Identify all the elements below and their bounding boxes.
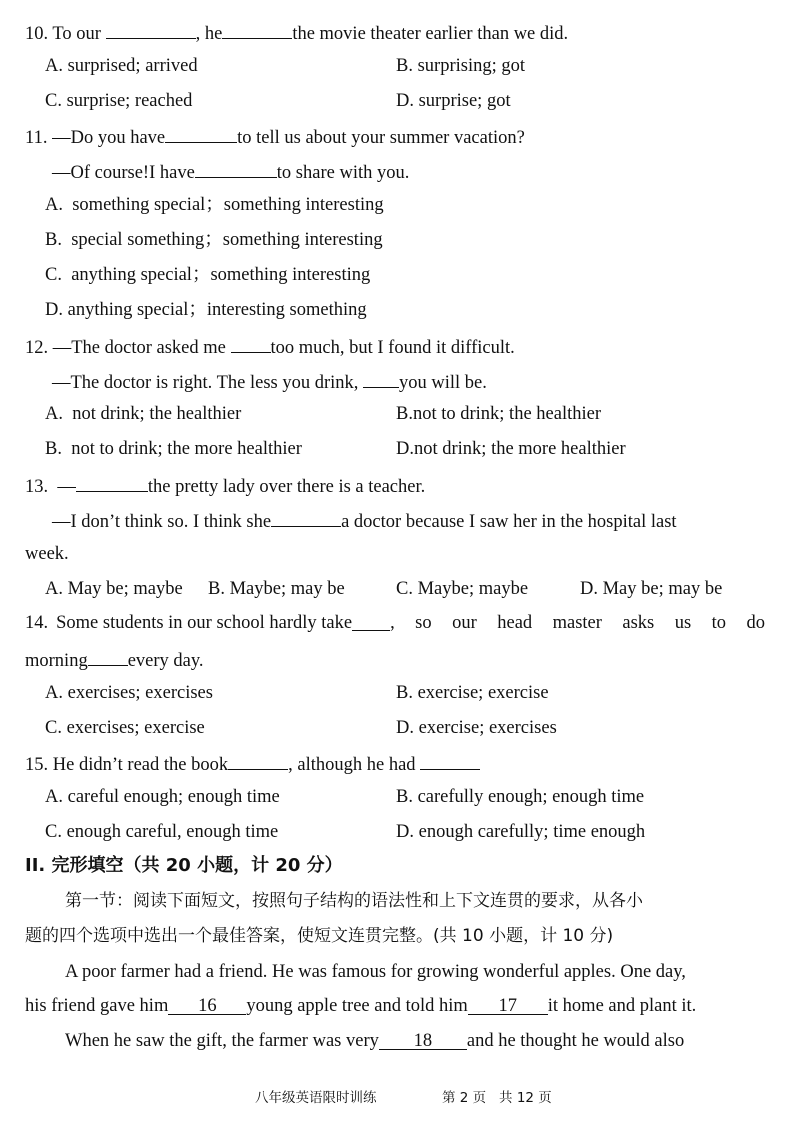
option-c: C. surprise; reached xyxy=(45,91,193,111)
section-heading: II. 完形填空（共 20 小题，计 20 分） xyxy=(25,855,343,876)
footer-title: 八年级英语限时训练 xyxy=(255,1090,377,1106)
option-d: D. May be; may be xyxy=(580,579,723,599)
question-number: 13. xyxy=(25,477,49,497)
question-number: 14. xyxy=(25,613,49,633)
answer-blank xyxy=(420,753,480,770)
option-a: A. May be; maybe xyxy=(45,579,183,599)
option-b: B. special something；something interesting xyxy=(45,230,383,250)
cloze-blank-16: 16 xyxy=(168,998,246,1015)
option-a: A. surprised; arrived xyxy=(45,56,198,76)
question-number: 15. xyxy=(25,755,49,775)
section-instructions-line-1: 第一节：阅读下面短文，按照句子结构的语法性和上下文连贯的要求，从各小 xyxy=(65,891,643,911)
question-number: 10. xyxy=(25,24,49,44)
option-b: B.not to drink; the healthier xyxy=(396,404,601,424)
passage-line-3: When he saw the gift, the farmer was very 18 and he thought he would also xyxy=(65,1031,685,1051)
question-12-line-1: 12. —The doctor asked me too much, but I found it difficult. xyxy=(25,338,515,358)
question-11-line-2: —Of course!I have to share with you. xyxy=(52,163,410,183)
option-d: D. surprise; got xyxy=(396,91,511,111)
answer-blank xyxy=(363,371,399,388)
answer-blank xyxy=(76,475,148,492)
question-number: 12. xyxy=(25,338,49,358)
answer-blank xyxy=(222,22,292,39)
cloze-blank-18: 18 xyxy=(379,1033,467,1050)
option-c: C. Maybe; maybe xyxy=(396,579,529,599)
answer-blank xyxy=(88,649,128,666)
question-14-line-2: morning every day. xyxy=(25,651,204,671)
question-10-stem: 10. To our , he the movie theater earlier than we did. xyxy=(25,24,569,44)
answer-blank xyxy=(106,22,196,39)
option-d: D. enough carefully; time enough xyxy=(396,822,646,842)
option-b: B. Maybe; may be xyxy=(208,579,345,599)
question-13-line-2: —I don’t think so. I think she a doctor because I saw her in the hospital last xyxy=(52,512,677,532)
option-d: D. anything special；interesting something xyxy=(45,300,367,320)
answer-blank xyxy=(231,336,271,353)
option-b: B. surprising; got xyxy=(396,56,525,76)
option-d: D.not drink; the more healthier xyxy=(396,439,626,459)
option-a: A. careful enough; enough time xyxy=(45,787,280,807)
question-11-line-1: 11. —Do you have to tell us about your summer vacation? xyxy=(25,128,525,148)
option-c: C. anything special；something interesting xyxy=(45,265,371,285)
option-d: D. exercise; exercises xyxy=(396,718,557,738)
option-c: C. enough careful, enough time xyxy=(45,822,279,842)
option-c: B. not to drink; the more healthier xyxy=(45,439,302,459)
section-instructions-line-2: 题的四个选项中选出一个最佳答案，使短文连贯完整。(共 10 小题，计 10 分) xyxy=(25,926,614,946)
option-a: A. not drink; the healthier xyxy=(45,404,242,424)
question-13-line-3: week. xyxy=(25,544,69,564)
answer-blank xyxy=(228,753,288,770)
option-a: A. exercises; exercises xyxy=(45,683,213,703)
option-b: B. exercise; exercise xyxy=(396,683,549,703)
question-14-line-1: 14. Some students in our school hardly take , so our head master asks us to do xyxy=(25,613,765,633)
question-15-line-1: 15. He didn’t read the book , although he had xyxy=(25,753,480,775)
question-number: 11. xyxy=(25,128,48,148)
answer-blank xyxy=(271,510,341,527)
answer-blank xyxy=(352,614,390,631)
passage-line-2: his friend gave him 16 young apple tree and told him 17 it home and plant it. xyxy=(25,996,697,1016)
option-b: B. carefully enough; enough time xyxy=(396,787,645,807)
footer-page-number: 第 2 页 共 12 页 xyxy=(442,1090,552,1106)
answer-blank xyxy=(195,161,277,178)
question-13-line-1: 13. — the pretty lady over there is a teacher. xyxy=(25,477,426,497)
answer-blank xyxy=(165,126,237,143)
question-12-line-2: —The doctor is right. The less you drink, you will be. xyxy=(52,373,487,393)
cloze-blank-17: 17 xyxy=(468,998,548,1015)
option-c: C. exercises; exercise xyxy=(45,718,205,738)
passage-line-1: A poor farmer had a friend. He was famous for growing wonderful apples. One day, xyxy=(65,962,686,982)
option-a: A. something special；something interesting xyxy=(45,195,384,215)
